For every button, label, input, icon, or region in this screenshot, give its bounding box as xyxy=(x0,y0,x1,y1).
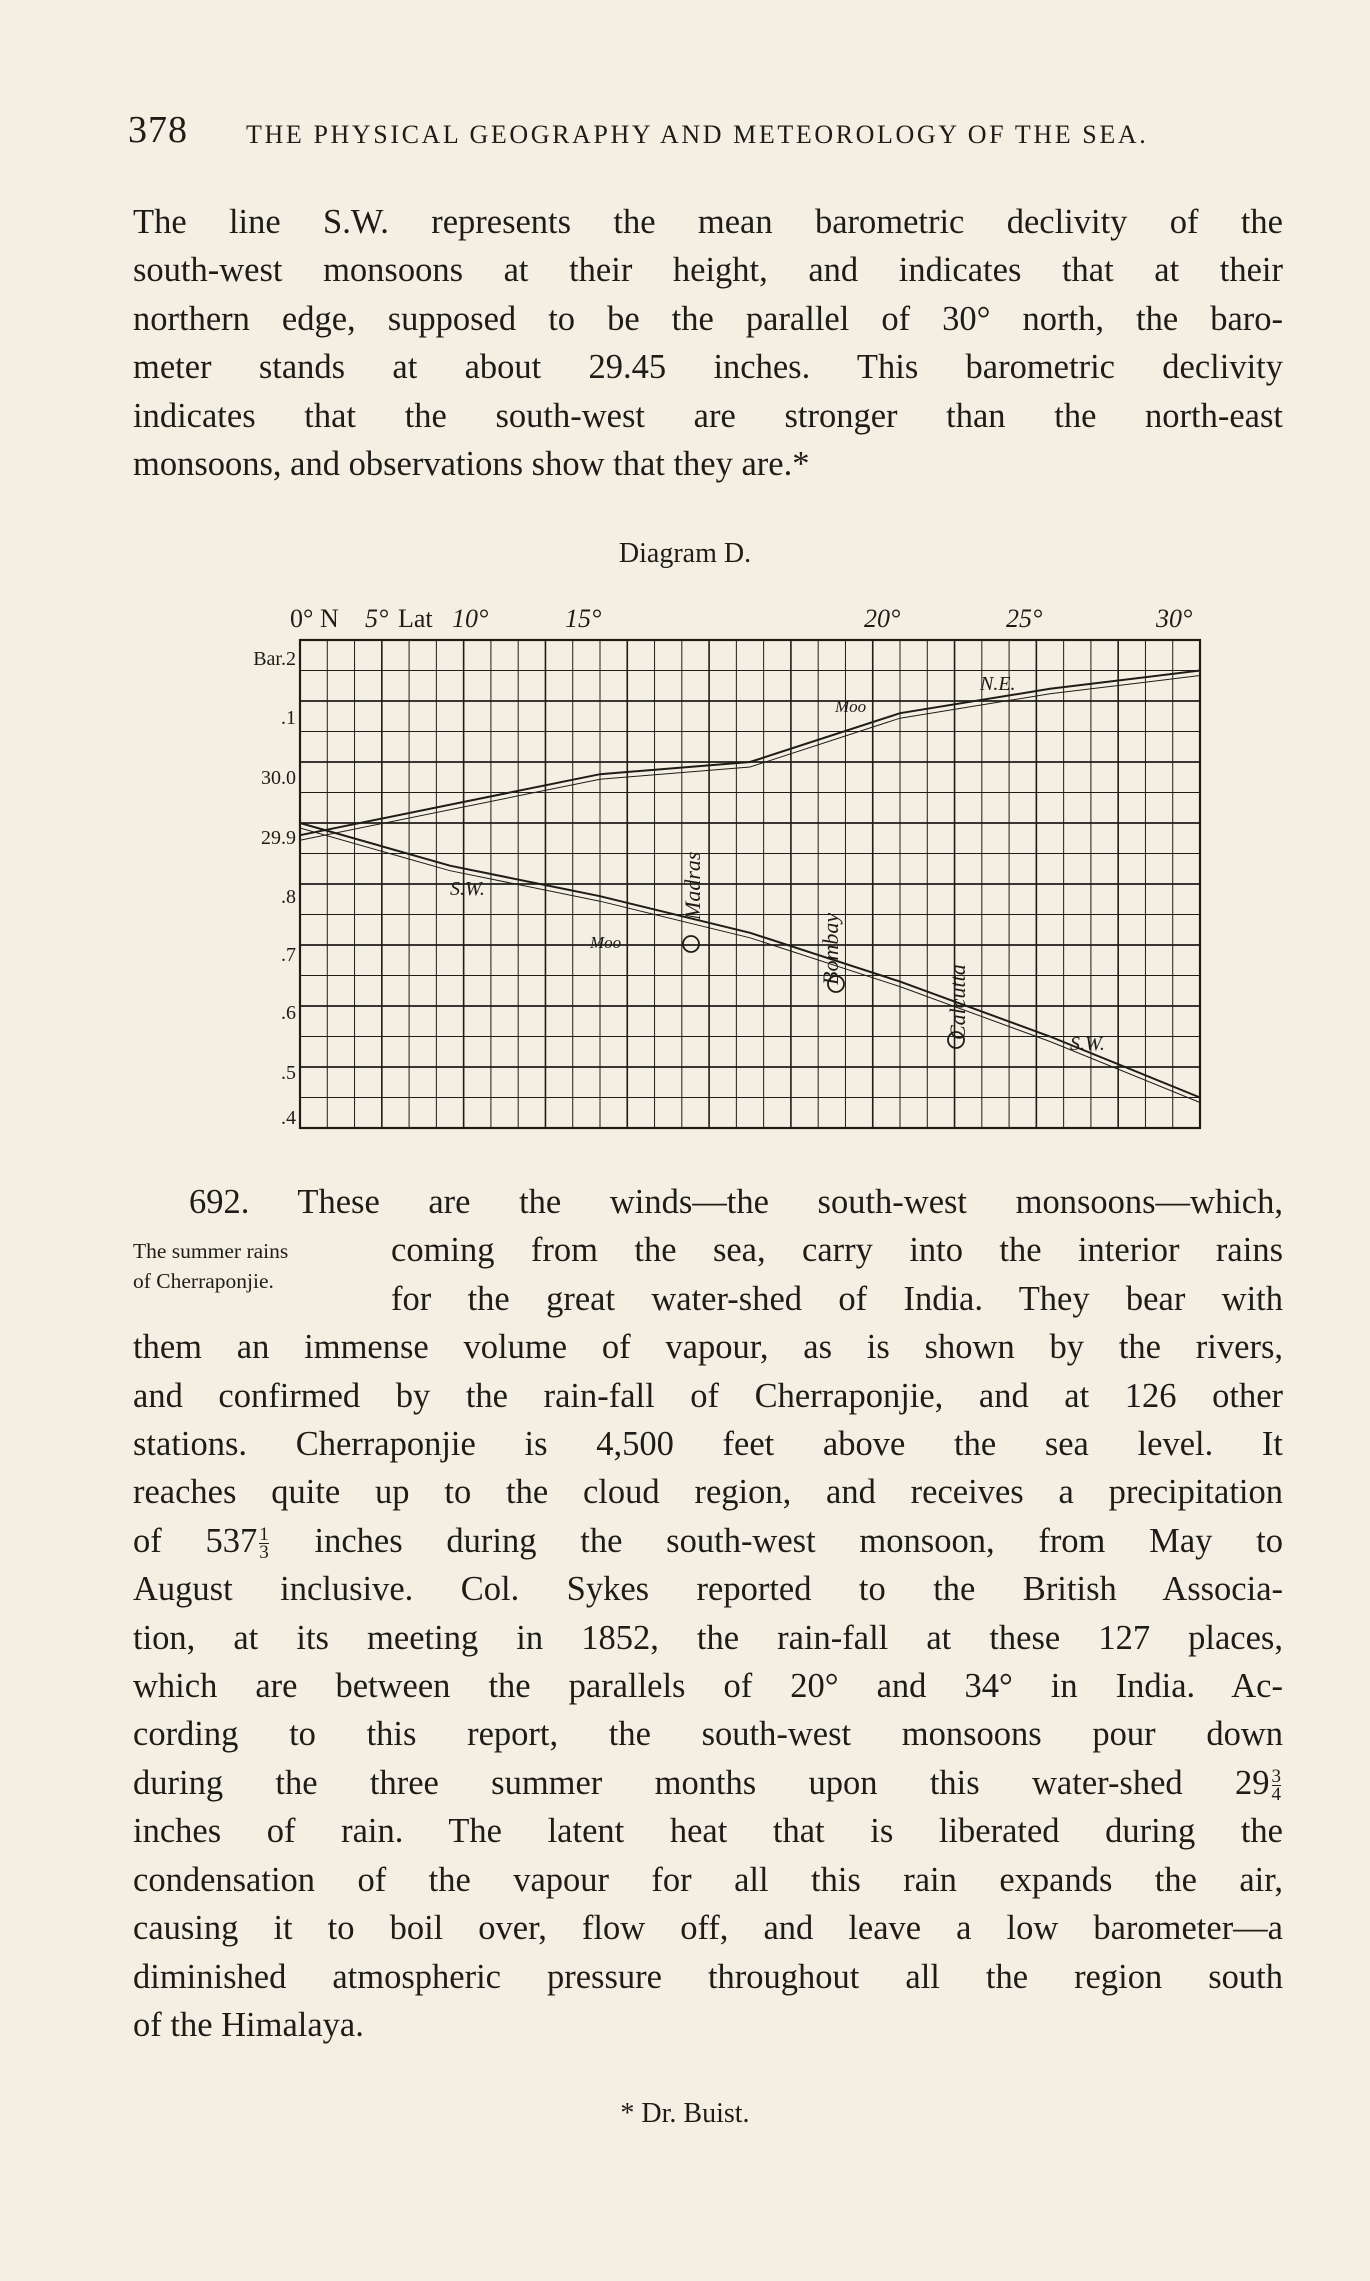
running-title: THE PHYSICAL GEOGRAPHY AND METEOROLOGY OF THE SEA. xyxy=(246,120,1149,149)
text-line: which are between the parallels of 20° and 34° in India. Ac- xyxy=(133,1667,1283,1706)
text-line: reaches quite up to the cloud region, and receives a precipitation xyxy=(133,1473,1283,1512)
text-line: of the Himalaya. xyxy=(133,2005,364,2044)
line-label: N.E. xyxy=(980,673,1016,695)
text-line: south-west monsoons at their height, and indicates that at their xyxy=(133,251,1283,290)
text-line: cording to this report, the south-west monsoons pour down xyxy=(133,1715,1283,1754)
side-note-line: of Cherraponjie. xyxy=(133,1269,274,1293)
text-line: them an immense volume of vapour, as is shown by the rivers, xyxy=(133,1328,1283,1367)
left-axis-labels xyxy=(253,648,296,1129)
paragraph-692 xyxy=(133,1178,1283,2049)
line-label: Moo xyxy=(835,697,867,716)
left-label: 30.0 xyxy=(261,767,296,789)
left-label: .1 xyxy=(281,707,296,729)
text-line: during the three summer months upon this water-shed 29 $\frac{3}{4}$ xyxy=(133,1763,1281,1806)
top-label: 15° xyxy=(565,604,602,633)
diagram-caption: Diagram D. xyxy=(618,538,752,569)
text-line: diminished atmospheric pressure throughout all the region south xyxy=(133,1957,1283,1996)
left-label: .7 xyxy=(281,944,296,966)
left-label: .5 xyxy=(281,1062,296,1084)
side-note-line: The summer rains xyxy=(133,1239,289,1263)
fraction: $\frac{3}{4}$ xyxy=(1271,1766,1281,1806)
top-label: 10° xyxy=(452,604,489,633)
place-label-madras: Madras xyxy=(680,851,705,920)
section-number: 692. xyxy=(189,1183,250,1221)
line-label: S.W. xyxy=(1070,1033,1105,1055)
left-label: 29.9 xyxy=(261,827,296,849)
left-label: .6 xyxy=(281,1002,296,1024)
left-label: .4 xyxy=(281,1107,296,1129)
text-line: and confirmed by the rain-fall of Cherraponjie, and at 126 other xyxy=(133,1376,1283,1415)
footnote: * Dr. Buist. xyxy=(620,2098,750,2129)
text-line: meter stands at about 29.45 inches. This barometric declivity xyxy=(133,348,1283,387)
place-label-bombay: Bombay xyxy=(818,912,843,985)
top-label: 25° xyxy=(1006,604,1043,633)
text-line: condensation of the vapour for all this rain expands the air, xyxy=(133,1860,1283,1899)
text-line: coming from the sea, carry into the interior rains xyxy=(391,1231,1283,1270)
top-label: 20° xyxy=(864,604,901,633)
ne-monsoon-line xyxy=(300,671,1200,836)
text-line: causing it to boil over, flow off, and leave a low barometer—a xyxy=(133,1909,1283,1948)
left-label: Bar.2 xyxy=(253,648,296,670)
city-marker xyxy=(683,936,699,952)
place-label-calcutta: Calcutta xyxy=(945,964,970,1040)
text-line: of 537 $\frac{1}{3}$ inches during the south-west monsoon, from May to xyxy=(133,1521,1283,1564)
line-label: S.W. xyxy=(450,878,485,900)
text-line: August inclusive. Col. Sykes reported to the British Associa- xyxy=(133,1570,1283,1609)
top-label: 0° xyxy=(290,604,314,633)
text-line: indicates that the south-west are stronger than the north-east xyxy=(133,396,1283,435)
text-line: stations. Cherraponjie is 4,500 feet above the sea level. It xyxy=(133,1425,1283,1464)
text-line: 692. These are the winds—the south-west monsoons—which, xyxy=(189,1183,1283,1221)
paragraph-intro xyxy=(133,198,1283,488)
running-header xyxy=(128,108,1218,152)
text-line: tion, at its meeting in 1852, the rain-fall at these 127 places, xyxy=(133,1618,1283,1657)
text-line: northern edge, supposed to be the parallel of 30° north, the baro- xyxy=(133,299,1283,338)
diagram-d xyxy=(0,590,1370,1150)
diagram-grid xyxy=(300,640,1200,1128)
line-label: Moo xyxy=(590,933,622,952)
top-label: 30° xyxy=(1156,604,1193,633)
sw-monsoon-line xyxy=(300,823,1200,1098)
sw-monsoon-line-shadow xyxy=(300,828,1200,1103)
text-line: The line S.W. represents the mean barometric declivity of the xyxy=(133,203,1283,241)
top-label: N xyxy=(320,604,339,633)
page-number: 378 xyxy=(128,109,188,151)
fraction: $\frac{1}{3}$ xyxy=(259,1524,269,1564)
top-label: Lat xyxy=(398,604,433,633)
line-labels xyxy=(450,673,1105,1055)
top-axis-labels xyxy=(290,604,1192,633)
text-line: inches of rain. The latent heat that is liberated during the xyxy=(133,1812,1283,1851)
top-label: 5° xyxy=(365,604,389,633)
left-label: .8 xyxy=(281,886,296,908)
barometer-lines xyxy=(300,671,1200,1103)
text-line: for the great water-shed of India. They bear with xyxy=(391,1279,1283,1318)
text-line: monsoons, and observations show that they are.* xyxy=(133,445,810,484)
